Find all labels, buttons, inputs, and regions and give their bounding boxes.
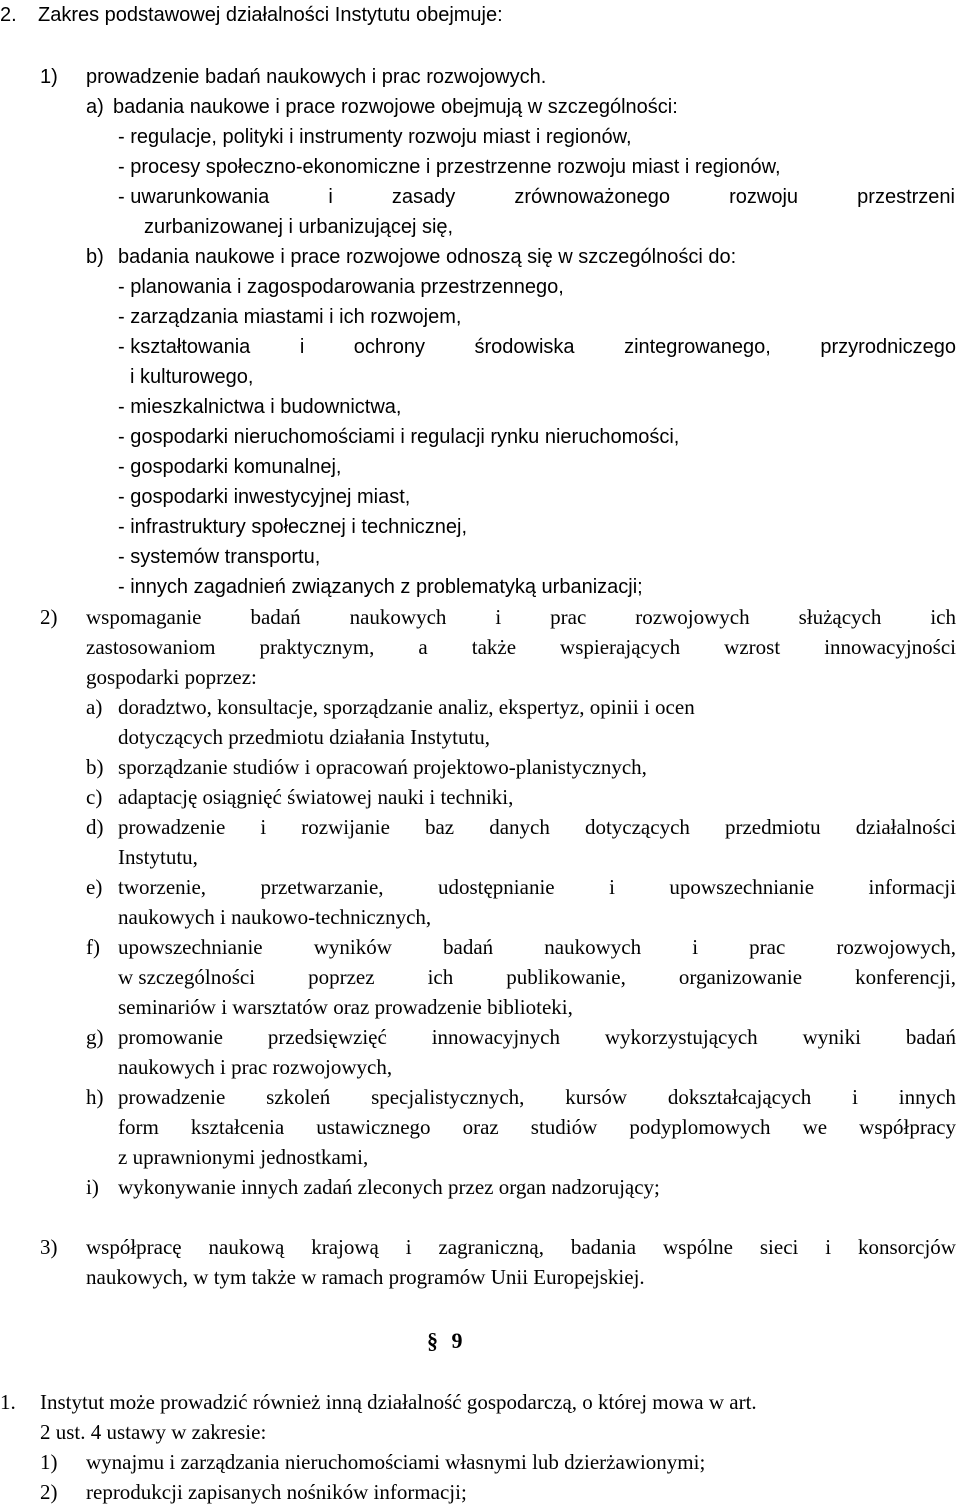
word: służących — [798, 605, 882, 629]
word: i — [609, 875, 615, 899]
word: kształcenia — [190, 1115, 285, 1139]
sub-label: i) — [86, 1175, 99, 1199]
sub-label: g) — [86, 1025, 104, 1049]
paragraph-sign: § — [427, 1328, 438, 1353]
word: wspólne — [663, 1235, 733, 1259]
word: kursów — [565, 1085, 628, 1109]
word: zasady — [391, 186, 456, 208]
word: naukowych — [544, 935, 642, 959]
sub-text: doradztwo, konsultacje, sporządzanie analiz, ekspertyz, opinii i ocen — [118, 695, 695, 719]
bullet: - systemów transportu, — [118, 546, 321, 568]
word: specjalistycznych, — [371, 1085, 525, 1109]
paragraph-number: 9 — [451, 1328, 463, 1353]
word: i — [495, 605, 502, 629]
word: publikowanie, — [506, 965, 626, 989]
section-number: 2. — [0, 4, 17, 26]
word: przestrzeni — [857, 186, 955, 208]
bullet: - planowania i zagospodarowania przestrzennego, — [118, 276, 564, 298]
word: środowiska — [474, 336, 575, 358]
word: i — [852, 1085, 858, 1109]
sub-text: naukowych i naukowo-technicznych, — [118, 905, 432, 929]
word: - kształtowania — [118, 336, 251, 358]
word: krajową — [311, 1235, 379, 1259]
word: badań — [443, 935, 494, 959]
sub-label: a) — [86, 695, 103, 719]
word: zastosowaniom — [86, 635, 216, 659]
word: zagraniczną, — [438, 1235, 544, 1259]
word: studiów — [530, 1115, 598, 1139]
item-1 — [40, 64, 547, 90]
word: wzrost — [724, 635, 781, 659]
sub-label: h) — [86, 1085, 104, 1109]
word: poprzez — [308, 965, 375, 989]
word: przetwarzanie, — [260, 875, 384, 899]
word: wspierających — [560, 635, 681, 659]
bullet-continuation: zurbanizowanej i urbanizującej się, — [144, 216, 454, 238]
word: rozwijanie — [301, 815, 390, 839]
word: wyników — [313, 935, 392, 959]
sub-text: naukowych i prac rozwojowych, — [118, 1055, 393, 1079]
word: - uwarunkowania — [118, 186, 270, 208]
sub-text-justified — [118, 1084, 956, 1110]
word: udostępnianie — [437, 875, 555, 899]
word: rozwojowych, — [836, 935, 956, 959]
sub-text-justified — [118, 874, 956, 900]
word: zintegrowanego, — [624, 336, 771, 358]
word: ich — [930, 605, 956, 629]
item-text: prowadzenie badań naukowych i prac rozwojowych. — [86, 66, 547, 88]
item-number: 1) — [40, 1450, 58, 1474]
word: podyplomowych — [629, 1115, 771, 1139]
sub-b — [86, 244, 737, 270]
sub-a — [86, 94, 678, 120]
word: rozwojowych — [635, 605, 750, 629]
word: wyniki — [802, 1025, 861, 1049]
sub-text: adaptację osiągnięć światowej nauki i techniki, — [118, 785, 514, 809]
sub-text: dotyczących przedmiotu działania Instytutu, — [118, 725, 491, 749]
bullet: - procesy społeczno-ekonomiczne i przestrzenne rozwoju miast i regionów, — [118, 156, 781, 178]
word: upowszechnianie — [669, 875, 815, 899]
word: współpracę — [86, 1235, 182, 1259]
word: innowacyjnych — [431, 1025, 560, 1049]
word: wykorzystujących — [604, 1025, 758, 1049]
paragraph-heading — [427, 1328, 463, 1354]
sub-label: e) — [86, 875, 103, 899]
word: w szczególności — [118, 965, 256, 989]
word: danych — [489, 815, 550, 839]
item-2-number: 2) — [40, 605, 58, 629]
word: we — [802, 1115, 828, 1139]
sub-label: d) — [86, 815, 104, 839]
word: ochrony — [353, 336, 425, 358]
word: i — [328, 186, 333, 208]
word: ustawicznego — [316, 1115, 431, 1139]
item-2-line-2 — [86, 634, 956, 660]
word: i — [692, 935, 699, 959]
word: konferencji, — [855, 965, 956, 989]
word: i — [405, 1235, 412, 1259]
bullet: - zarządzania miastami i ich rozwojem, — [118, 306, 462, 328]
word: konsorcjów — [857, 1235, 956, 1259]
bullet-justified — [118, 184, 955, 210]
bullet: - infrastruktury społecznej i technicznej, — [118, 516, 468, 538]
sub-text: wykonywanie innych zadań zleconych przez organ nadzorujący; — [118, 1175, 660, 1199]
section-number: 1. — [0, 1390, 16, 1414]
word: prac — [550, 605, 587, 629]
word: a — [418, 635, 428, 659]
word: zrównoważonego — [514, 186, 671, 208]
section-heading-2 — [0, 2, 503, 28]
word: upowszechnianie — [118, 935, 263, 959]
bullet: - innych zagadnień związanych z problematyką urbanizacji; — [118, 576, 643, 598]
bullet: - gospodarki inwestycyjnej miast, — [118, 486, 411, 508]
word: współpracy — [859, 1115, 956, 1139]
item-number: 2) — [40, 1480, 58, 1504]
word: innych — [898, 1085, 956, 1109]
word: prac — [749, 935, 786, 959]
item-2-line-3: gospodarki poprzez: — [86, 665, 257, 689]
bullet: - regulacje, polityki i instrumenty rozwoju miast i regionów, — [118, 126, 632, 148]
word: działalności — [855, 815, 956, 839]
section-text: Zakres podstawowej działalności Instytutu obejmuje: — [38, 4, 503, 26]
word: oraz — [462, 1115, 499, 1139]
word: praktycznym, — [259, 635, 375, 659]
word: badań — [250, 605, 301, 629]
word: sieci — [759, 1235, 799, 1259]
word: naukową — [208, 1235, 285, 1259]
bullet: - mieszkalnictwa i budownictwa, — [118, 396, 402, 418]
sub-text-justified — [118, 1114, 956, 1140]
word: informacji — [868, 875, 956, 899]
word: promowanie — [118, 1025, 223, 1049]
word: organizowanie — [678, 965, 803, 989]
sub-text: Instytutu, — [118, 845, 198, 869]
word: dotyczących — [584, 815, 690, 839]
word: innowacyjności — [824, 635, 956, 659]
item-2-line-1 — [86, 604, 956, 630]
word: ich — [427, 965, 454, 989]
item-3-line-1 — [86, 1234, 956, 1260]
bullet: - gospodarki komunalnej, — [118, 456, 342, 478]
sub-text-justified — [118, 1024, 956, 1050]
sub-text-justified — [118, 964, 956, 990]
word: naukowych — [349, 605, 447, 629]
word: przedsięwzięć — [267, 1025, 387, 1049]
word: form — [118, 1115, 159, 1139]
word: przedmiotu — [724, 815, 821, 839]
sub-text-justified — [118, 934, 956, 960]
sub-text: badania naukowe i prace rozwojowe obejmują w szczególności: — [113, 96, 678, 118]
word: wspomaganie — [86, 605, 202, 629]
sub-label: f) — [86, 935, 100, 959]
word: także — [471, 635, 517, 659]
item-text: wynajmu i zarządzania nieruchomościami własnymi lub dzierżawionymi; — [86, 1450, 706, 1474]
sub-label: b) — [86, 755, 104, 779]
word: badań — [905, 1025, 956, 1049]
word: dokształcających — [667, 1085, 812, 1109]
sub-label: a) — [86, 96, 104, 118]
item-text: reprodukcji zapisanych nośników informacji; — [86, 1480, 467, 1504]
word: i — [299, 336, 305, 358]
section-line-2: 2 ust. 4 ustawy w zakresie: — [40, 1420, 267, 1444]
word: szkoleń — [266, 1085, 331, 1109]
word: prowadzenie — [118, 815, 226, 839]
sub-text: seminariów i warsztatów oraz prowadzenie biblioteki, — [118, 995, 573, 1019]
word: prowadzenie — [118, 1085, 226, 1109]
bullet: - gospodarki nieruchomościami i regulacji rynku nieruchomości, — [118, 426, 680, 448]
sub-text-justified — [118, 814, 956, 840]
sub-text: z uprawnionymi jednostkami, — [118, 1145, 369, 1169]
sub-text: sporządzanie studiów i opracowań projektowo-planistycznych, — [118, 755, 647, 779]
section-line-1: Instytut może prowadzić również inną działalność gospodarczą, o której mowa w art. — [40, 1390, 757, 1414]
word: baz — [424, 815, 455, 839]
word: przyrodniczego — [820, 336, 956, 358]
item-number: 1) — [40, 66, 58, 88]
item-3-number: 3) — [40, 1235, 58, 1259]
sub-label: c) — [86, 785, 103, 809]
word: i — [260, 815, 267, 839]
item-3-line-2: naukowych, w tym także w ramach programów Unii Europejskiej. — [86, 1265, 645, 1289]
word: rozwoju — [729, 186, 799, 208]
word: badania — [570, 1235, 637, 1259]
bullet-continuation: i kulturowego, — [130, 366, 254, 388]
bullet-justified — [118, 334, 956, 360]
word: i — [825, 1235, 832, 1259]
sub-text: badania naukowe i prace rozwojowe odnoszą się w szczególności do: — [118, 246, 737, 268]
sub-label: b) — [86, 246, 104, 268]
word: tworzenie, — [118, 875, 207, 899]
